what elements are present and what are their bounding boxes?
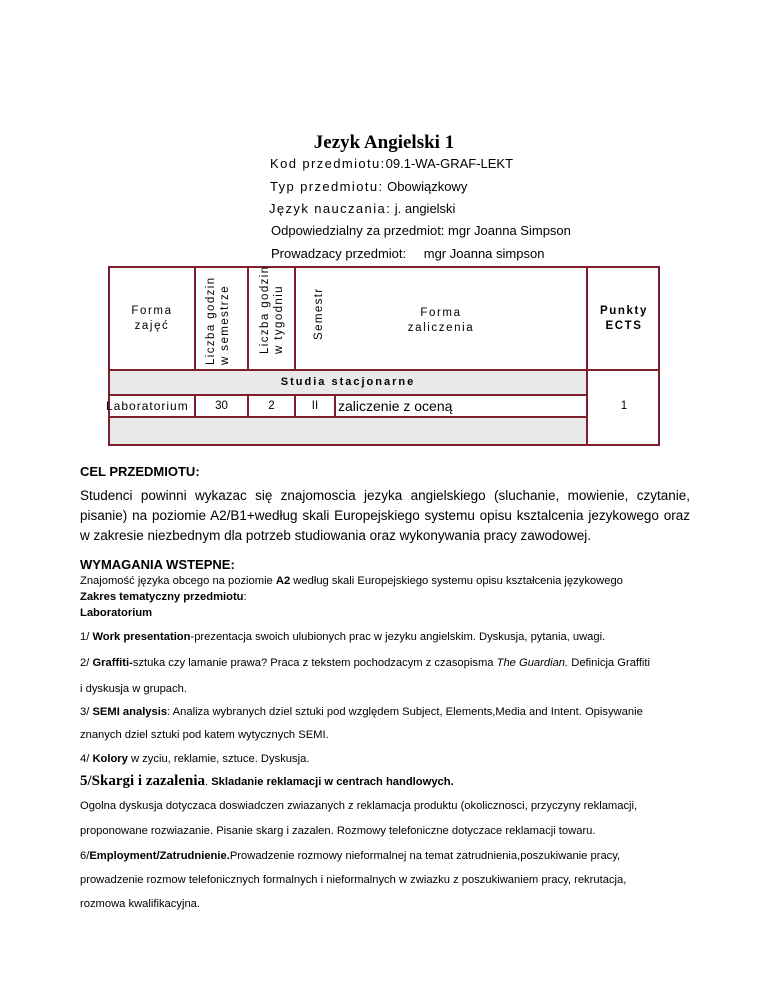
divider [110,416,586,418]
responsible-line [271,223,571,238]
header-punkty-ects: Punkty ECTS [600,305,648,332]
divider [334,396,336,418]
language-value: j. angielski [394,201,456,216]
cell-forma: Laboratorium [106,399,189,413]
course-code-value: 09.1-WA-GRAF-LEKT [385,156,514,171]
topic-5-line2: Ogolna dyskusja dotyczaca doswiadczen zwiazanych z reklamacja produktu (okolicznosci, przyczyny reklamacji, [80,800,638,812]
cel-text: Studenci powinni wykazac się znajomoscia jezyka angielskiego (sluchanie, mowienie, czytanie, pisanie) na poziomie A2/B1+według skali Europejskiego systemu opisu ksztalcenia jezykowego oraz w zakresie niezbednym dla potrzeb studiowania oraz wykonywania pracy zawodowej. [80,488,690,543]
course-type-value: Obowiązkowy [387,179,468,194]
topic-5: 5/Skargi i zazalenia. Skladanie reklamacji w centrach handlowych. [80,773,454,789]
topic-2-line2: i dyskusja w grupach. [80,683,187,695]
course-table [108,266,660,446]
cell-zaliczenie: zaliczenie z oceną [338,398,453,414]
wymagania-heading: WYMAGANIA WSTEPNE: [80,557,235,572]
divider [110,394,586,396]
cel-heading: CEL PRZEDMIOTU: [80,464,200,479]
header-forma-zaliczenia: Forma zaliczenia [407,307,475,334]
page-title: Jezyk Angielski 1 [313,132,455,153]
course-code-label: Kod przedmiotu: [270,156,386,171]
cell-godz-tyg: 2 [268,400,275,412]
language-label: Język nauczania: [269,201,392,216]
responsible-value: mgr Joanna Simpson [448,223,571,238]
topic-2: 2/ Graffiti-sztuka czy lamanie prawa? Praca z tekstem pochodzacym z czasopisma The Guardian. Definicja Graffiti [80,657,651,669]
laboratorium-label: Laboratorium [80,607,153,619]
topic-5-line3: proponowane rozwiazanie. Pisanie skarg i zazalen. Rozmowy telefoniczne dotyczace reklamacji towaru. [80,825,596,837]
section-studia-stacjonarne: Studia stacjonarne [280,376,416,388]
topic-3-line2: znanych dziel sztuki pod katem wytycznych SEMI. [80,729,329,741]
course-type-label: Typ przedmiotu: [270,179,384,194]
zakres-heading: Zakres tematyczny przedmiotu: [80,591,247,603]
topic-4: 4/ Kolory w zyciu, reklamie, sztuce. Dyskusja. [80,753,310,765]
cell-ects: 1 [620,400,628,412]
lecturer-line [271,246,544,261]
header-semestr: Semestr [313,287,325,340]
course-type-line [270,179,467,194]
course-code-line [270,156,513,171]
topic-6-line2: prowadzenie rozmow telefonicznych formalnych i nieformalnych w zwiazku z poszukiwaniem pracy, rekrutacja, [80,874,627,886]
cell-godz-sem: 30 [215,400,228,412]
topic-6: 6/Employment/Zatrudnienie.Prowadzenie rozmowy nieformalnej na temat zatrudnienia,poszukiwanie pracy, [80,850,621,862]
header-forma-zajec: Forma zajęć [131,305,173,332]
divider [194,268,196,371]
divider [247,268,249,371]
topic-3: 3/ SEMI analysis: Analiza wybranych dziel sztuki pod względem Subject, Elements,Media and Intent. Opisywanie [80,706,643,718]
header-liczba-godzin-semestr: Liczba godzin w semestrze [205,276,231,365]
lecturer-value: mgr Joanna simpson [423,246,545,261]
lecturer-label: Prowadzacy przedmiot: [271,246,407,261]
language-line [269,201,455,216]
responsible-label: Odpowiedzialny za przedmiot: [271,223,445,238]
divider [586,268,588,444]
header-liczba-godzin-tydzien: Liczba godzin w tygodniu [259,265,285,354]
cell-semestr: II [311,400,319,412]
topic-1: 1/ Work presentation-prezentacja swoich ulubionych prac w jezyku angielskim. Dyskusja, pytania, uwagi. [80,631,606,643]
divider [110,369,660,371]
empty-row-shade [110,418,586,444]
topic-6-line3: rozmowa kwalifikacyjna. [80,898,200,910]
wymagania-text: Znajomość języka obcego na poziomie A2 według skali Europejskiego systemu opisu kształcenia językowego [80,575,623,587]
